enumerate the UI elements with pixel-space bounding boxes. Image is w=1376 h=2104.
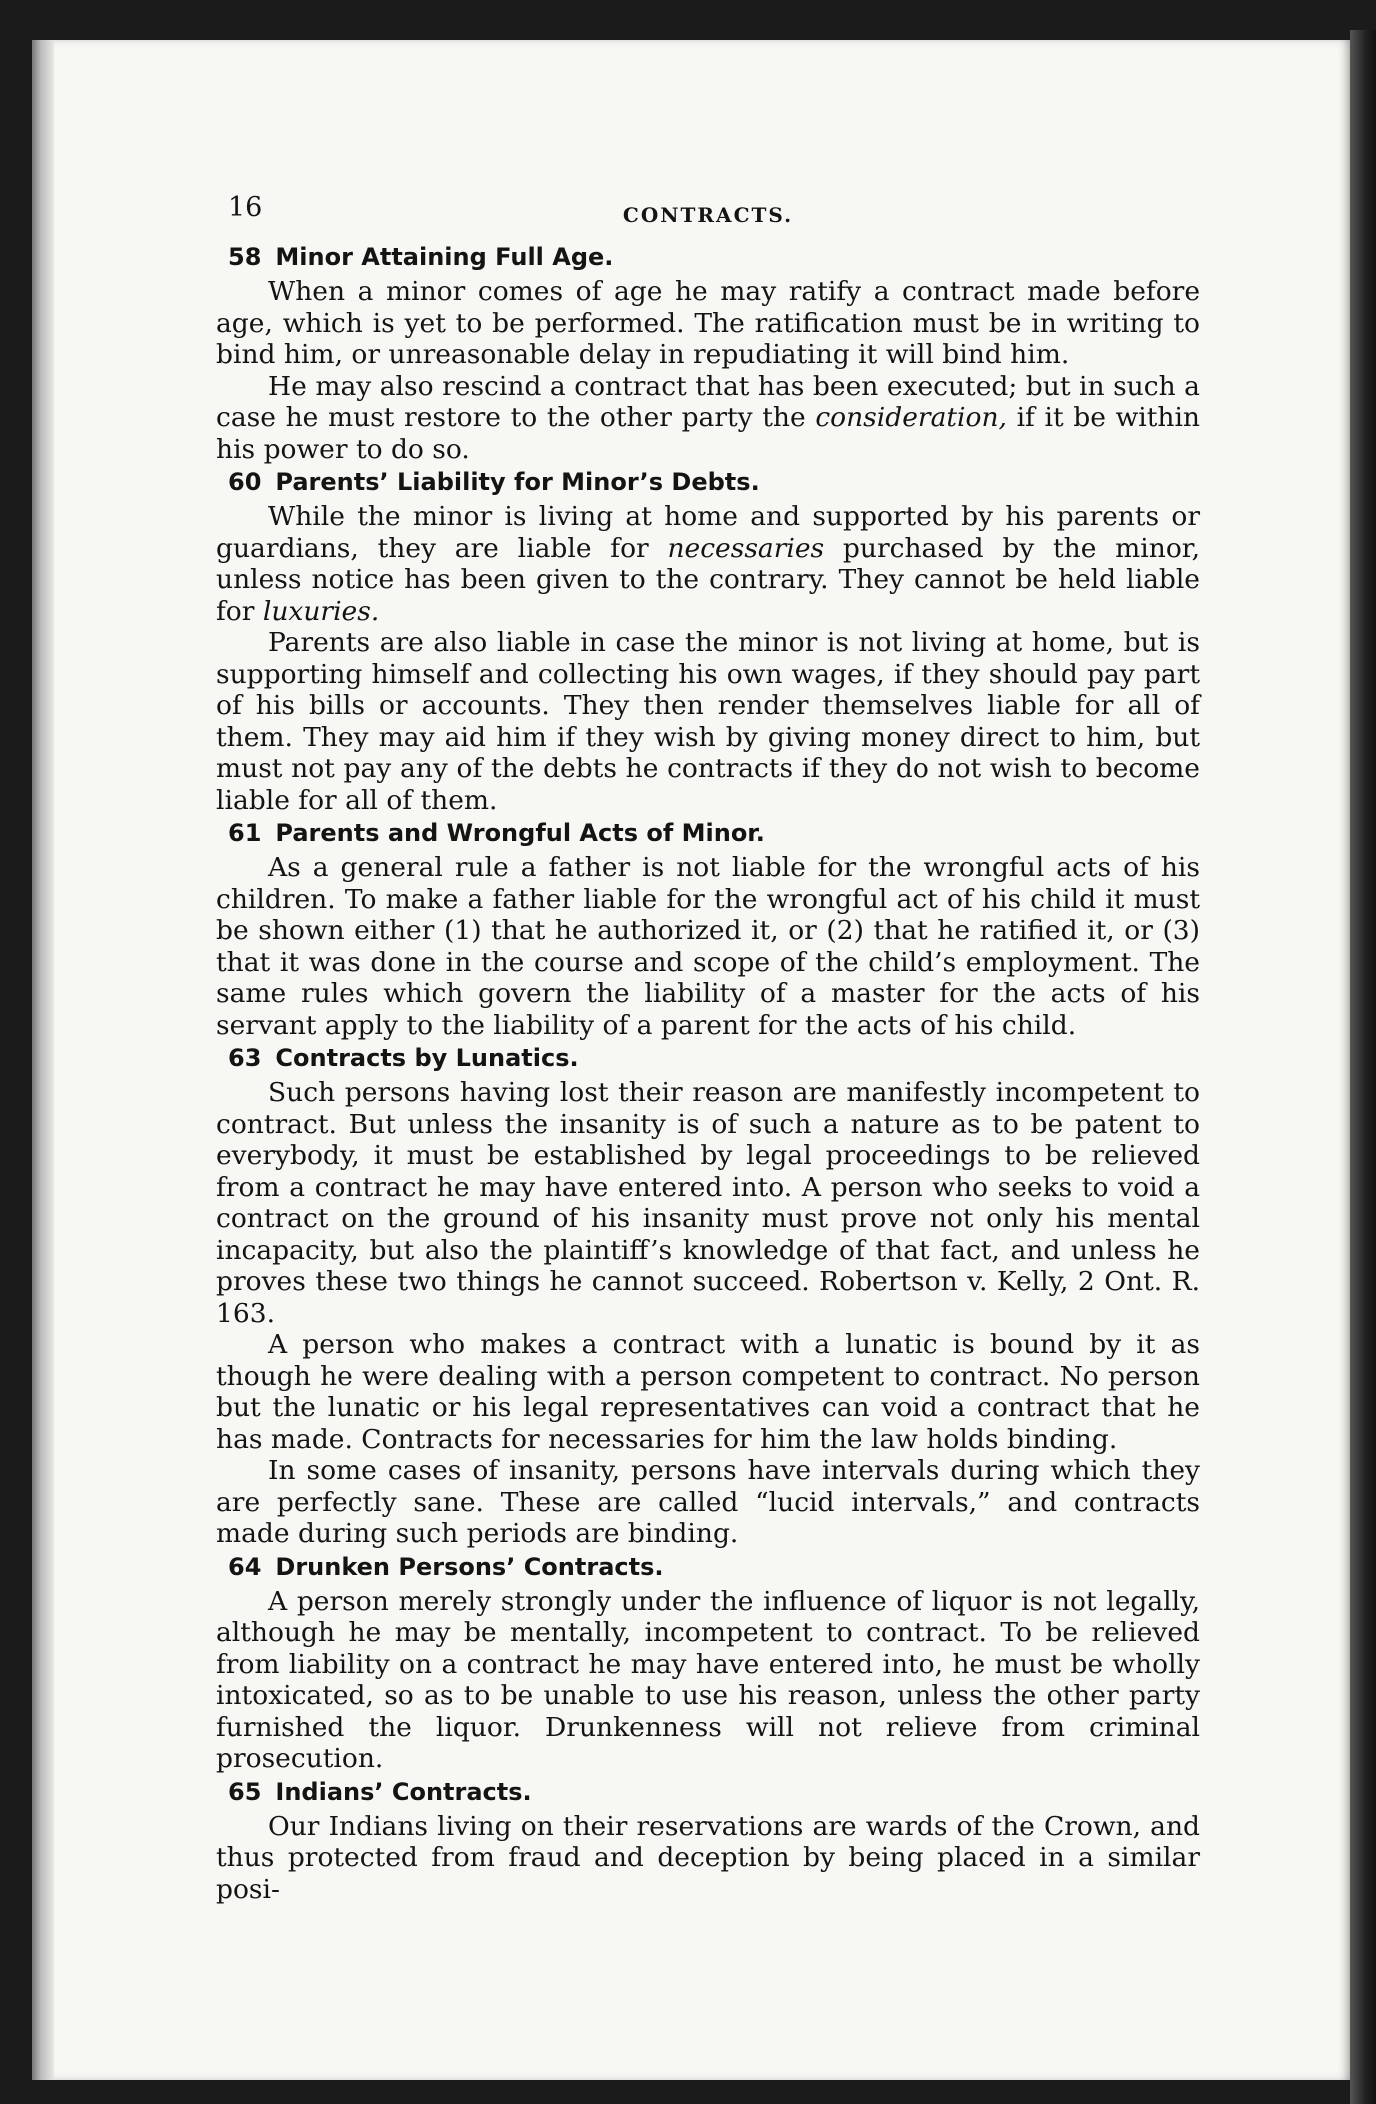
paragraph: Such persons having lost their reason are manifestly incompetent to contract. But unless the insanity is of such a nature as to be patent to everybody, it must be established by legal proceedings to be relieved from a contract he may have entered into. A person who seeks to void a contract on the ground of his insanity must prove not only his mental incapacity, but also the plaintiff’s knowledge of that fact, and unless he proves these two things he cannot succeed. Robertson v. Kelly, 2 Ont. R. 163. bbox=[216, 1077, 1200, 1329]
section-number: 58 bbox=[228, 243, 262, 271]
section-number: 64 bbox=[228, 1552, 262, 1581]
section-heading-63 bbox=[216, 1041, 1200, 1075]
page-content bbox=[216, 192, 1200, 1905]
section-title: Parents and Wrongful Acts of Minor. bbox=[275, 819, 765, 847]
section-number: 60 bbox=[228, 468, 262, 496]
section-title: Minor Attaining Full Age. bbox=[275, 243, 614, 271]
paragraph: A person who makes a contract with a lunatic is bound by it as though he were dealing with a person competent to contract. No person but the lunatic or his legal representatives can void a contract that he has made. Contracts for necessaries for him the law holds binding. bbox=[216, 1329, 1200, 1455]
running-head bbox=[216, 192, 1200, 240]
paragraph: When a minor comes of age he may ratify a contract made before age, which is yet to be performed. The ratification must be in writing to bind him, or unreasonable delay in repudiating it will bind him. bbox=[216, 276, 1200, 370]
section-title: Contracts by Lunatics. bbox=[275, 1044, 579, 1072]
running-title: CONTRACTS. bbox=[622, 203, 794, 227]
section-title: Indians’ Contracts. bbox=[275, 1777, 532, 1806]
paragraph: In some cases of insanity, persons have intervals during which they are perfectly sane. These are called “lucid intervals,” and contracts made during such periods are binding. bbox=[216, 1455, 1200, 1549]
paragraph: Parents are also liable in case the minor is not living at home, but is supporting himself and collecting his own wages, if they should pay part of his bills or accounts. They then render themselves liable for all of them. They may aid him if they wish by giving money direct to him, but must not pay any of the debts he contracts if they do not wish to become liable for all of them. bbox=[216, 627, 1200, 816]
page-gutter bbox=[32, 40, 54, 2080]
section-heading-64 bbox=[216, 1550, 1200, 1584]
section-title: Parents’ Liability for Minor’s Debts. bbox=[275, 468, 760, 496]
section-heading-58 bbox=[216, 240, 1200, 274]
section-title: Drunken Persons’ Contracts. bbox=[275, 1552, 664, 1581]
paragraph: A person merely strongly under the influence of liquor is not legally, although he may be mentally, incompetent to contract. To be relieved from liability on a contract he may have entered into, he must be wholly intoxicated, so as to be unable to use his reason, unless the other party furnished the liquor. Drunkenness will not relieve from criminal prosecution. bbox=[216, 1585, 1200, 1774]
paragraph: As a general rule a father is not liable for the wrongful acts of his children. To make a father liable for the wrongful act of his child it must be shown either (1) that he authorized it, or (2) that he ratified it, or (3) that it was done in the course and scope of the child’s employment. The same rules which govern the liability of a master for the acts of his servant apply to the liability of a parent for the acts of his child. bbox=[216, 852, 1200, 1041]
italic-term: necessaries bbox=[667, 532, 825, 564]
paragraph: Our Indians living on their reservations are wards of the Crown, and thus protected from fraud and deception by being placed in a similar posi- bbox=[216, 1810, 1200, 1905]
page-edge bbox=[1350, 30, 1376, 2104]
section-number: 63 bbox=[228, 1044, 262, 1072]
paragraph: While the minor is living at home and supported by his parents or guardians, they are liable for necessaries purchased by the minor, unless notice has been given to the contrary. They cannot be held liable for luxuries. bbox=[216, 501, 1200, 627]
page-number: 16 bbox=[228, 192, 263, 223]
section-heading-61 bbox=[216, 816, 1200, 850]
sections bbox=[216, 240, 1200, 1905]
italic-term: consideration, bbox=[815, 402, 1007, 433]
italic-term: luxuries. bbox=[262, 595, 380, 627]
section-heading-60 bbox=[216, 465, 1200, 499]
paragraph: He may also rescind a contract that has been executed; but in such a case he must restore to the other party the consideration, if it be within his power to do so. bbox=[216, 370, 1200, 465]
section-number: 61 bbox=[228, 819, 262, 847]
section-number: 65 bbox=[228, 1777, 262, 1806]
section-heading-65 bbox=[216, 1775, 1200, 1809]
